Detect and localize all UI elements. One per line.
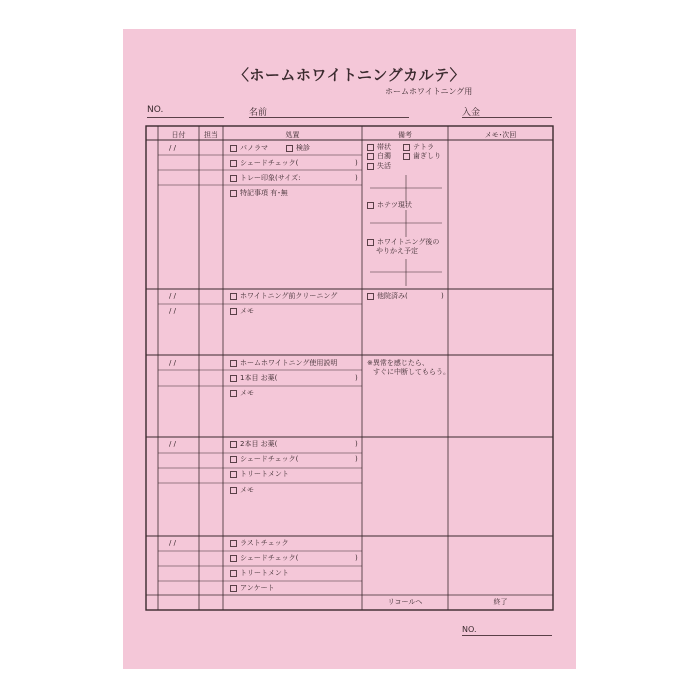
redo-plan-label: やりかえ予定 — [376, 247, 418, 255]
name-label: 名前 — [249, 108, 268, 118]
checkbox-item[interactable]: 2本目 お薬( — [230, 440, 277, 449]
checkbox-item[interactable]: トレー印象(サイズ: — [230, 174, 301, 183]
checkbox-item[interactable]: 検診 — [286, 144, 310, 153]
checkbox-item[interactable]: ラストチェック — [230, 539, 289, 548]
date-mark: / / — [169, 440, 176, 448]
close-paren: ) — [441, 292, 444, 300]
col-staff: 担当 — [204, 131, 218, 139]
col-treatment: 処置 — [285, 131, 300, 139]
footer-no-label: NO. — [462, 625, 477, 634]
checkbox-item[interactable]: ホワイトニング前クリーニング — [230, 292, 337, 301]
footer-no-line[interactable] — [462, 635, 552, 636]
checkbox-item[interactable]: シェードチェック( — [230, 455, 298, 464]
form-subtitle: ホームホワイトニング用 — [385, 87, 473, 96]
date-mark: / / — [169, 359, 176, 367]
close-paren: ) — [355, 440, 358, 448]
col-memo: メモ･次回 — [484, 131, 517, 139]
checkbox-item[interactable]: シェードチェック( — [230, 159, 298, 168]
checkbox-item[interactable]: メモ — [230, 307, 254, 316]
deposit-label: 入金 — [462, 108, 481, 118]
close-paren: ) — [355, 455, 358, 463]
caution-note-1: ※異常を感じたら、 — [367, 359, 429, 367]
close-paren: ) — [355, 554, 358, 562]
no-label: NO. — [147, 105, 164, 115]
checkbox-item[interactable]: 歯ぎしり — [403, 152, 441, 161]
checkbox-item[interactable]: ホームホワイトニング使用説明 — [230, 359, 337, 368]
col-notes: 備考 — [398, 131, 412, 139]
recall-label: リコールへ — [387, 598, 423, 606]
checkbox-item[interactable]: シェードチェック( — [230, 554, 298, 563]
checkbox-item[interactable]: 特記事項 有･無 — [230, 189, 288, 198]
checkbox-item[interactable]: ホテツ現状 — [367, 201, 412, 210]
karte-sheet — [123, 29, 576, 669]
checkbox-item[interactable]: ホワイトニング後の — [367, 238, 439, 247]
checkbox-item[interactable]: 帯状 — [367, 143, 391, 152]
checkbox-item[interactable]: アンケート — [230, 584, 275, 593]
end-label: 終了 — [493, 598, 508, 606]
checkbox-item[interactable]: 白濁 — [367, 152, 391, 161]
checkbox-item[interactable]: テトラ — [403, 143, 434, 152]
caution-note-2: すぐに中断してもらう。 — [373, 368, 450, 376]
checkbox-item[interactable]: トリートメント — [230, 569, 289, 578]
form-title: 〈ホームホワイトニングカルテ〉 — [233, 66, 466, 84]
col-date: 日付 — [171, 131, 186, 139]
date-mark: / / — [169, 539, 176, 547]
checkbox-item[interactable]: 失活 — [367, 162, 391, 171]
checkbox-item[interactable]: 他院済み( — [367, 292, 408, 301]
close-paren: ) — [355, 374, 358, 382]
table-grid — [123, 29, 576, 669]
checkbox-item[interactable]: 1本目 お薬( — [230, 374, 277, 383]
checkbox-item[interactable]: メモ — [230, 486, 254, 495]
checkbox-item[interactable]: パノラマ — [230, 144, 268, 153]
date-mark: / / — [169, 307, 176, 315]
checkbox-item[interactable]: メモ — [230, 389, 254, 398]
close-paren: ) — [355, 159, 358, 167]
close-paren: ) — [355, 174, 358, 182]
date-mark: / / — [169, 292, 176, 300]
checkbox-item[interactable]: トリートメント — [230, 470, 289, 479]
date-mark: / / — [169, 144, 176, 152]
